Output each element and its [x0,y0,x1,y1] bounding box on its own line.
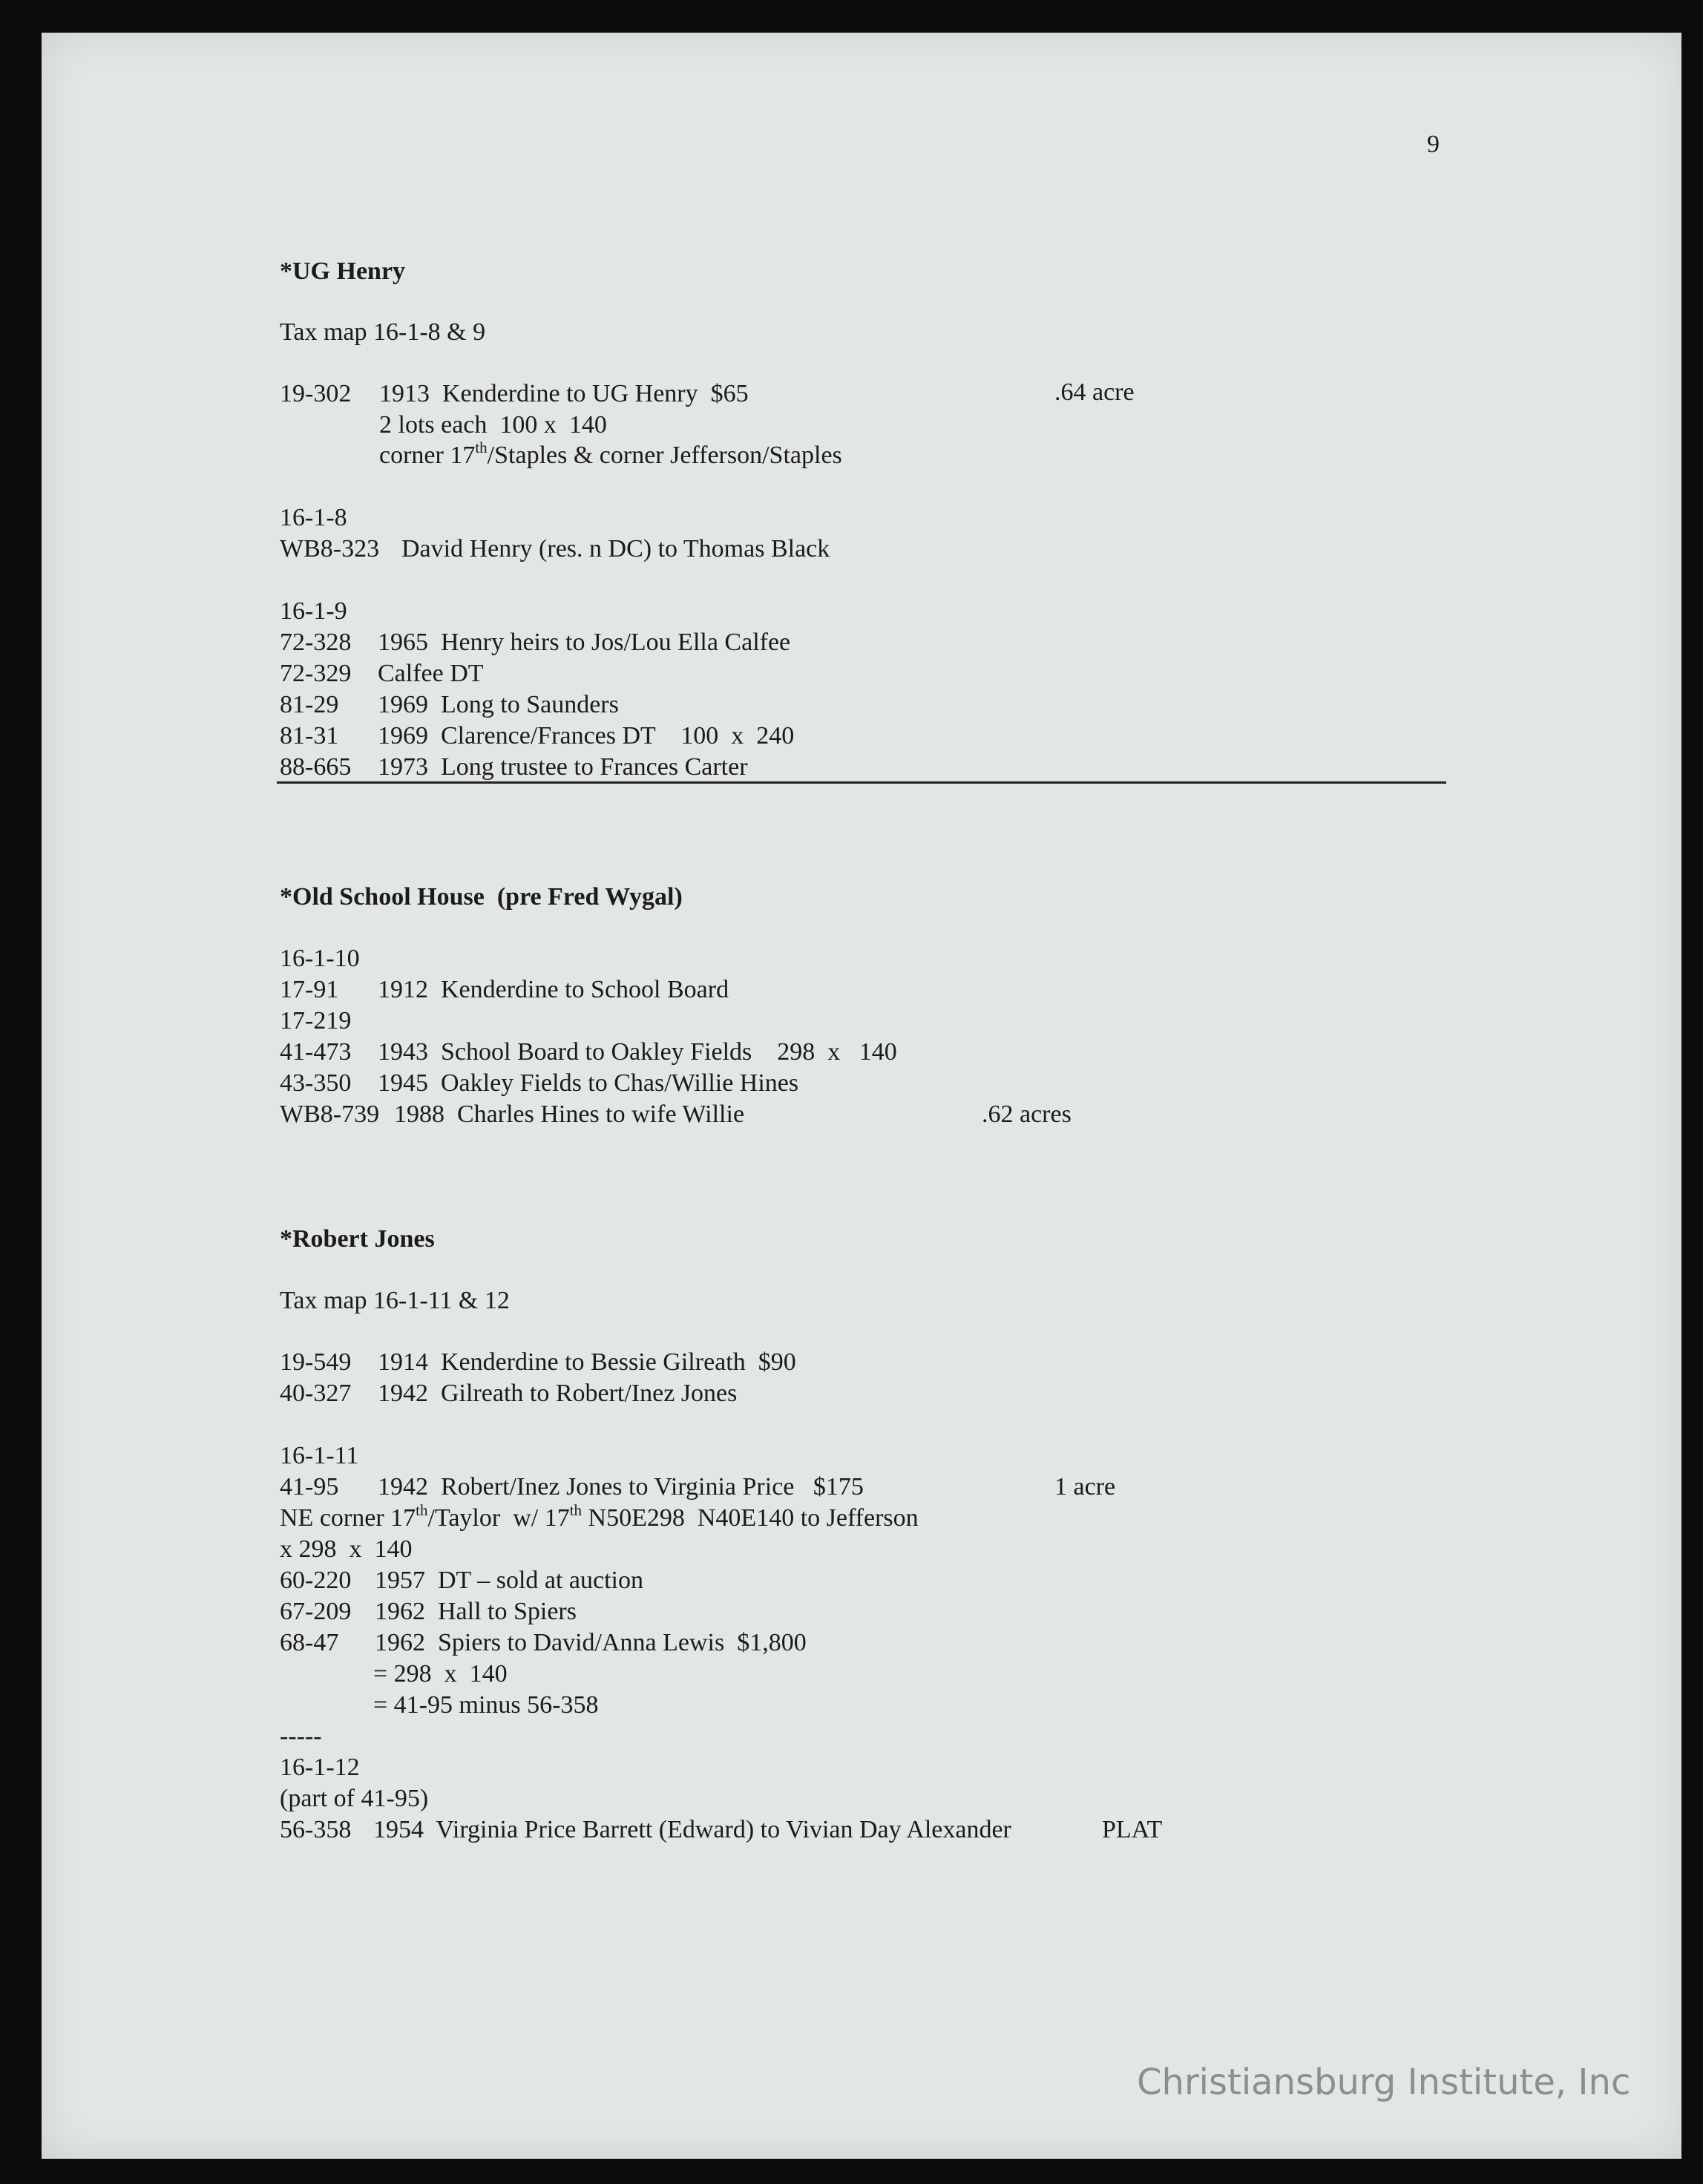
deed-text: 1945 Oakley Fields to Chas/Willie Hines [378,1069,799,1097]
deed-ref: 81-29 [280,691,339,718]
boundary-description: x 298 x 140 [280,1535,413,1563]
deed-text: 1973 Long trustee to Frances Carter [378,753,748,781]
deed-ref: 17-91 [280,976,339,1003]
deed-text: 1942 Robert/Inez Jones to Virginia Price $175 [378,1473,864,1501]
deed-ref: 40-327 [280,1380,352,1407]
deed-text: Calfee DT [378,660,484,687]
deed-text: 1969 Long to Saunders [378,691,619,718]
deed-ref: WB8-739 [280,1101,380,1128]
deed-text: 1969 Clarence/Frances DT 100 x 240 [378,722,795,750]
deed-text: 1957 DT – sold at auction [375,1567,643,1594]
deed-text: 1965 Henry heirs to Jos/Lou Ella Calfee [378,629,791,656]
deed-ref: 60-220 [280,1567,352,1594]
deed-ref: 56-358 [280,1816,352,1843]
parcel-note: (part of 41-95) [280,1785,429,1812]
parcel-id: 16-1-10 [280,945,360,972]
deed-ref: 67-209 [280,1598,352,1625]
deed-text: David Henry (res. n DC) to Thomas Black [401,535,830,563]
deed-text: 1914 Kenderdine to Bessie Gilreath $90 [378,1348,796,1376]
section-heading-ug-henry: *UG Henry [280,258,406,285]
deed-ref: 19-549 [280,1348,352,1376]
deed-ref: 41-473 [280,1038,352,1066]
deed-ref: 41-95 [280,1473,339,1501]
watermark: Christiansburg Institute, Inc [1137,2062,1631,2103]
parcel-id: 16-1-9 [280,597,347,625]
deed-text: 1942 Gilreath to Robert/Inez Jones [378,1380,738,1407]
separator-dashes: ----- [280,1722,322,1750]
boundary-description: NE corner 17th/Taylor w/ 17th N50E298 N40E140 to Jefferson [280,1501,919,1532]
deed-ref: WB8-323 [280,535,380,563]
section-heading-robert-jones: *Robert Jones [280,1225,435,1253]
plat-note: PLAT [1102,1816,1163,1843]
parcel-id: 16-1-12 [280,1754,360,1781]
deed-ref: 88-665 [280,753,352,781]
section-heading-old-school-house: *Old School House (pre Fred Wygal) [280,883,683,911]
deed-ref: 72-328 [280,629,352,656]
tax-map-line: Tax map 16-1-8 & 9 [280,318,486,346]
deed-text: 1912 Kenderdine to School Board [378,976,729,1003]
acreage: 1 acre [1054,1473,1116,1501]
deed-detail: = 41-95 minus 56-358 [373,1691,599,1719]
deed-ref: 43-350 [280,1069,352,1097]
deed-ref: 17-219 [280,1007,352,1034]
deed-ref: 72-329 [280,660,352,687]
parcel-id: 16-1-8 [280,504,347,531]
acreage: .64 acre [1054,378,1135,406]
deed-text: 1913 Kenderdine to UG Henry $65 [379,380,749,407]
deed-text: 1943 School Board to Oakley Fields 298 x 140 [378,1038,897,1066]
deed-ref: 68-47 [280,1629,339,1656]
tax-map-line: Tax map 16-1-11 & 12 [280,1287,510,1314]
acreage: .62 acres [982,1101,1072,1128]
page-number: 9 [1427,131,1440,158]
deed-detail: = 298 x 140 [373,1660,508,1688]
deed-detail: 2 lots each 100 x 140 [379,411,607,439]
parcel-id: 16-1-11 [280,1442,359,1469]
deed-text: 1954 Virginia Price Barrett (Edward) to Vivian Day Alexander [373,1816,1011,1843]
deed-text: 1962 Hall to Spiers [375,1598,577,1625]
deed-text: 1962 Spiers to David/Anna Lewis $1,800 [375,1629,807,1656]
section-divider [277,781,1446,784]
deed-ref: 81-31 [280,722,339,750]
deed-text: 1988 Charles Hines to wife Willie [394,1101,745,1128]
deed-detail: corner 17th/Staples & corner Jefferson/Staples [379,439,842,469]
deed-ref: 19-302 [280,380,352,407]
